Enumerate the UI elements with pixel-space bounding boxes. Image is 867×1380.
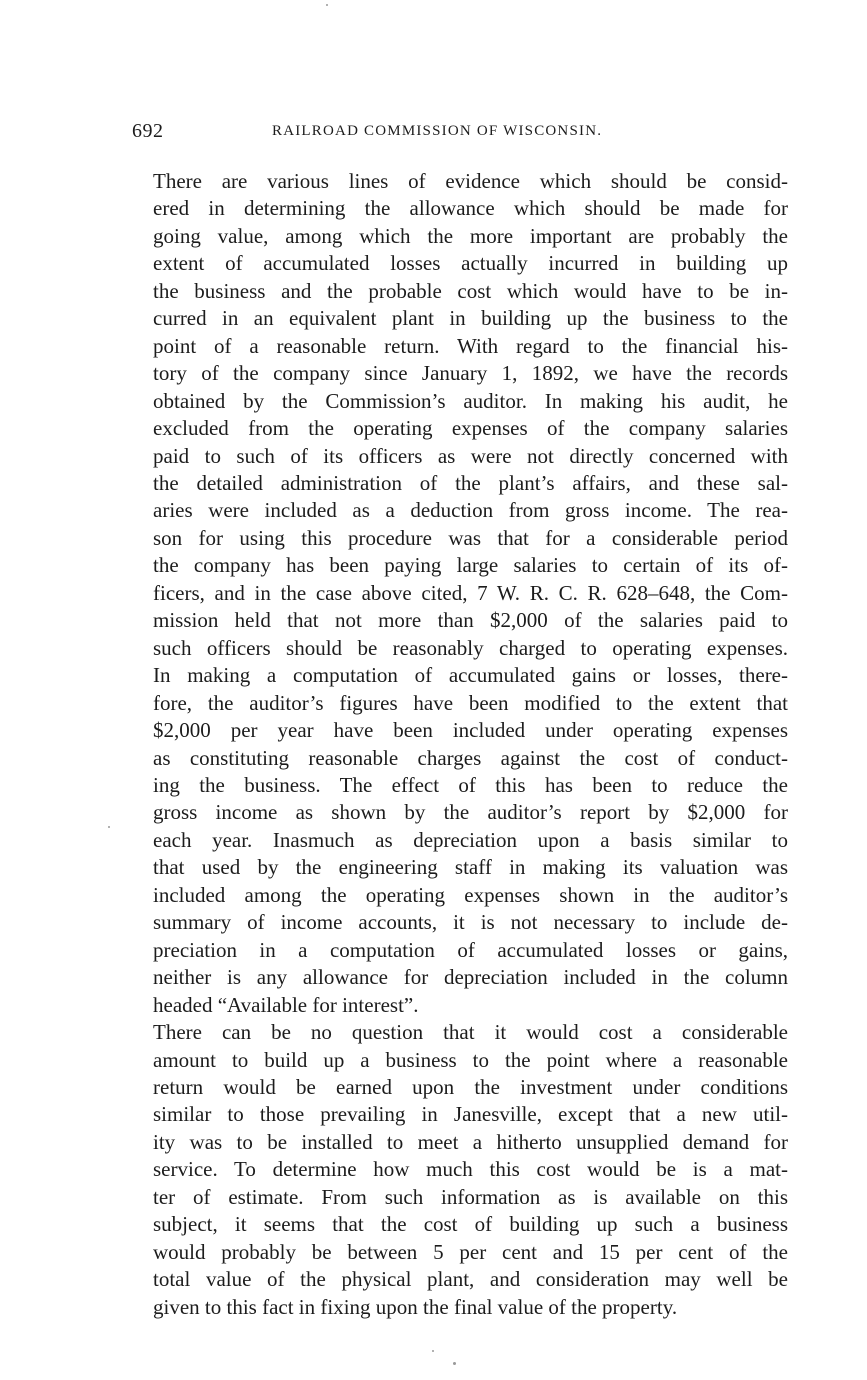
scan-speck [453,1362,456,1365]
text-line: given to this fact in fixing upon the final value of the property. [153,1294,678,1319]
text-line: curred in an equivalent plant in building up the business to the [153,306,788,331]
text-line: summary of income accounts, it is not necessary to include de- [153,910,788,935]
text-line: excluded from the operating expenses of the company salaries [153,416,788,441]
page-number: 692 [132,120,164,142]
text-line: point of a reasonable return. With regard to the financial his- [153,333,788,358]
text-line: paid to such of its officers as were not directly concerned with [153,443,788,468]
text-line: going value, among which the more important are probably the [153,223,788,248]
text-line: tory of the company since January 1, 1892, we have the records [153,361,788,386]
text-line: such officers should be reasonably charged to operating expenses. [153,635,788,660]
text-line: included among the operating expenses shown in the auditor’s [153,882,788,907]
text-line: obtained by the Commission’s auditor. In making his audit, he [153,388,788,413]
text-line: total value of the physical plant, and consideration may well be [153,1267,788,1292]
text-line: each year. Inasmuch as depreciation upon a basis similar to [153,827,788,852]
text-line: headed “Available for interest”. [153,992,419,1017]
text-line: mission held that not more than $2,000 of the salaries paid to [153,608,788,633]
page-header [132,120,788,146]
text-line: ing the business. The effect of this has been to reduce the [153,772,788,797]
text-line: extent of accumulated losses actually incurred in building up [153,251,788,276]
body-text [132,168,788,1321]
scan-speck [326,4,328,6]
text-line: $2,000 per year have been included under operating expenses [153,718,788,743]
running-title: RAILROAD COMMISSION OF WISCONSIN. [272,123,603,139]
text-line: There are various lines of evidence which should be consid- [153,169,788,193]
text-line: as constituting reasonable charges against the cost of conduct- [153,745,788,770]
scan-speck [108,826,110,828]
text-line: son for using this procedure was that for a considerable period [153,525,788,550]
text-line: service. To determine how much this cost would be is a mat- [153,1157,788,1182]
text-line: There can be no question that it would cost a considerable [153,1020,788,1045]
text-line: the detailed administration of the plant’s affairs, and these sal- [153,470,788,495]
text-line: ity was to be installed to meet a hitherto unsupplied demand for [153,1129,788,1154]
text-line: preciation in a computation of accumulated losses or gains, [153,937,788,962]
text-line: ter of estimate. From such information as is available on this [153,1184,788,1209]
text-line: the business and the probable cost which would have to be in- [153,278,788,303]
text-line: fore, the auditor’s figures have been modified to the extent that [153,690,788,715]
text-line: aries were included as a deduction from gross income. The rea- [153,498,788,523]
scan-speck [432,1350,434,1352]
text-line: In making a computation of accumulated gains or losses, there- [153,663,788,688]
text-line: would probably be between 5 per cent and 15 per cent of the [153,1239,788,1264]
text-line: the company has been paying large salaries to certain of its of- [153,553,788,578]
text-line: amount to build up a business to the point where a reasonable [153,1047,788,1072]
paragraph-2 [132,1019,788,1321]
text-line: return would be earned upon the investment under conditions [153,1074,788,1099]
text-line: ficers, and in the case above cited, 7 W. R. C. R. 628–648, the Com- [153,580,788,605]
text-line: gross income as shown by the auditor’s report by $2,000 for [153,800,788,825]
paragraph-1 [132,168,788,1019]
text-line: neither is any allowance for depreciation included in the column [153,965,788,990]
text-line: subject, it seems that the cost of building up such a business [153,1212,788,1237]
text-line: that used by the engineering staff in making its valuation was [153,855,788,880]
text-line: ered in determining the allowance which should be made for [153,196,788,221]
text-line: similar to those prevailing in Janesville, except that a new util- [153,1102,788,1127]
